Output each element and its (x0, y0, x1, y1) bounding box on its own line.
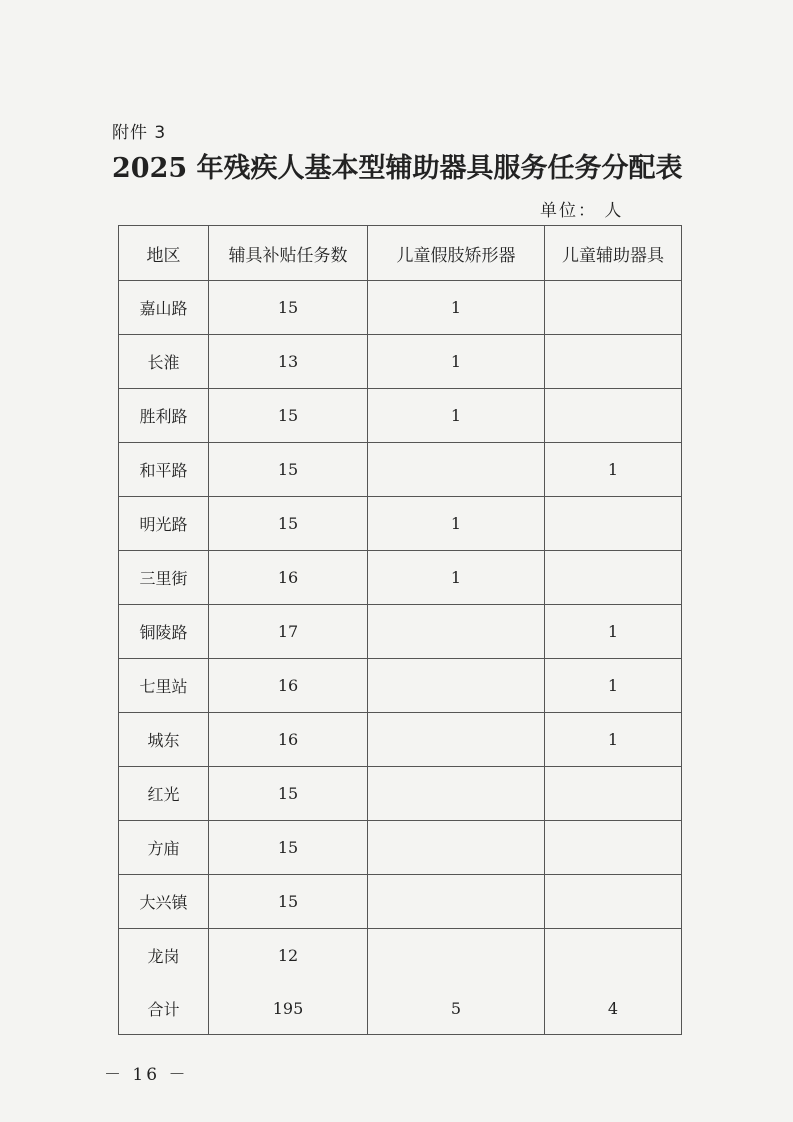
aids-cell (545, 497, 682, 551)
unit-label: 单位： 人 (540, 201, 624, 221)
region-cell: 大兴镇 (119, 875, 209, 929)
header-aids: 儿童辅助器具 (545, 226, 682, 281)
aids-cell (545, 767, 682, 821)
document-title: 2025 年残疾人基本型辅助器具服务任务分配表 (112, 153, 683, 184)
subsidy-cell: 16 (209, 659, 368, 713)
prosthesis-cell (368, 821, 545, 875)
total-prosthesis: 5 (368, 982, 545, 1035)
subsidy-cell: 15 (209, 875, 368, 929)
subsidy-cell: 15 (209, 281, 368, 335)
table-row (119, 281, 682, 335)
total-row (119, 982, 682, 1035)
header-subsidy: 辅具补贴任务数 (209, 226, 368, 281)
aids-cell (545, 281, 682, 335)
prosthesis-cell (368, 767, 545, 821)
region-cell: 明光路 (119, 497, 209, 551)
region-cell: 长淮 (119, 335, 209, 389)
total-label: 合计 (119, 982, 209, 1035)
table-row (119, 443, 682, 497)
region-cell: 铜陵路 (119, 605, 209, 659)
prosthesis-cell (368, 443, 545, 497)
header-prosthesis: 儿童假肢矫形器 (368, 226, 545, 281)
aids-cell (545, 929, 682, 983)
region-cell: 红光 (119, 767, 209, 821)
total-subsidy: 195 (209, 982, 368, 1035)
table-row (119, 497, 682, 551)
subsidy-cell: 16 (209, 551, 368, 605)
region-cell: 三里街 (119, 551, 209, 605)
aids-cell (545, 389, 682, 443)
region-cell: 和平路 (119, 443, 209, 497)
subsidy-cell: 15 (209, 497, 368, 551)
table-row (119, 821, 682, 875)
aids-cell: 1 (545, 713, 682, 767)
subsidy-cell: 17 (209, 605, 368, 659)
aids-cell (545, 821, 682, 875)
prosthesis-cell (368, 929, 545, 983)
subsidy-cell: 15 (209, 443, 368, 497)
aids-cell: 1 (545, 605, 682, 659)
table-row (119, 389, 682, 443)
table-row (119, 929, 682, 983)
prosthesis-cell (368, 605, 545, 659)
prosthesis-cell (368, 713, 545, 767)
subsidy-cell: 12 (209, 929, 368, 983)
subsidy-cell: 16 (209, 713, 368, 767)
prosthesis-cell (368, 875, 545, 929)
prosthesis-cell (368, 659, 545, 713)
region-cell: 方庙 (119, 821, 209, 875)
region-cell: 嘉山路 (119, 281, 209, 335)
aids-cell (545, 551, 682, 605)
region-cell: 龙岗 (119, 929, 209, 983)
prosthesis-cell: 1 (368, 335, 545, 389)
subsidy-cell: 15 (209, 821, 368, 875)
region-cell: 城东 (119, 713, 209, 767)
aids-cell: 1 (545, 659, 682, 713)
table-header-row (119, 226, 682, 281)
prosthesis-cell: 1 (368, 551, 545, 605)
page-number: － 16 － (104, 1065, 189, 1085)
aids-cell: 1 (545, 443, 682, 497)
allocation-table (118, 225, 682, 1035)
prosthesis-cell: 1 (368, 281, 545, 335)
prosthesis-cell: 1 (368, 497, 545, 551)
subsidy-cell: 15 (209, 389, 368, 443)
table-row (119, 875, 682, 929)
region-cell: 胜利路 (119, 389, 209, 443)
prosthesis-cell: 1 (368, 389, 545, 443)
header-region: 地区 (119, 226, 209, 281)
subsidy-cell: 15 (209, 767, 368, 821)
total-aids: 4 (545, 982, 682, 1035)
attachment-label: 附件 3 (112, 123, 167, 143)
aids-cell (545, 335, 682, 389)
table-row (119, 335, 682, 389)
table-row (119, 767, 682, 821)
table-row (119, 713, 682, 767)
region-cell: 七里站 (119, 659, 209, 713)
table-row (119, 659, 682, 713)
subsidy-cell: 13 (209, 335, 368, 389)
table-row (119, 605, 682, 659)
aids-cell (545, 875, 682, 929)
table-row (119, 551, 682, 605)
